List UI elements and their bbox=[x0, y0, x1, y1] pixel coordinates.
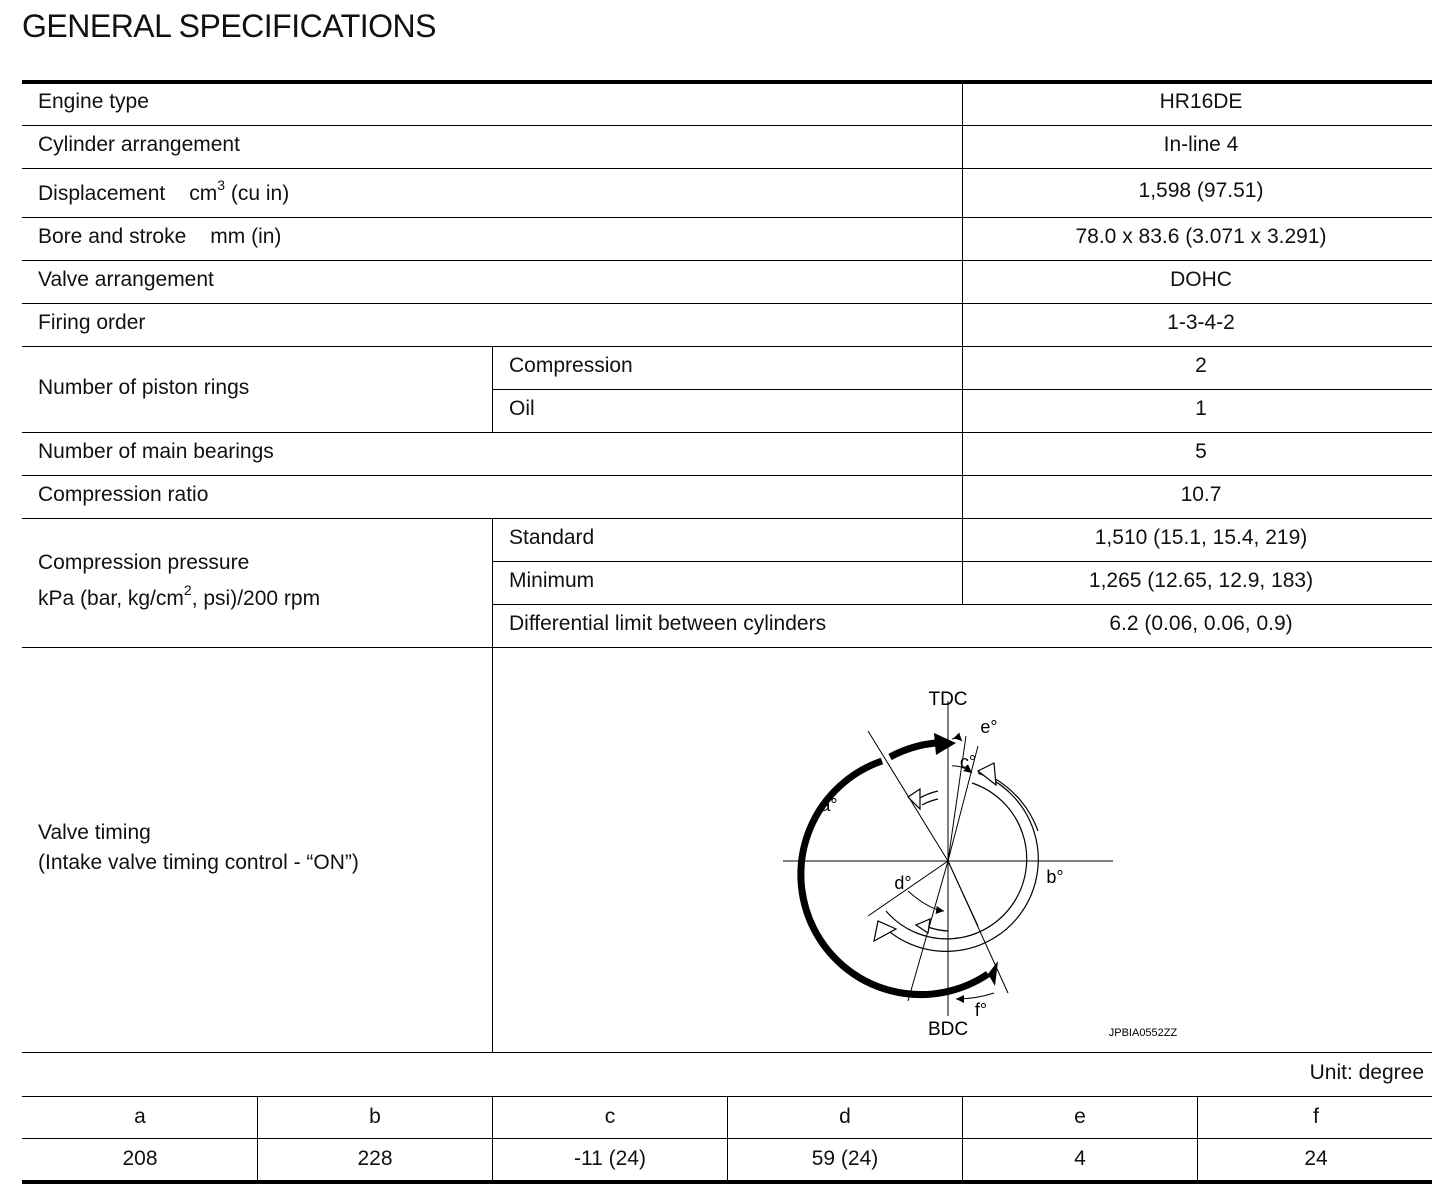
timing-header-b: b bbox=[369, 1105, 381, 1128]
standard-label: Standard bbox=[509, 526, 595, 549]
compression-rings-value: 2 bbox=[1195, 354, 1207, 377]
valve-arrangement-value: DOHC bbox=[1170, 268, 1232, 291]
displacement-label: Displacement $cm^3$ (cu in) bbox=[38, 177, 290, 205]
overlap-arc-outer bbox=[918, 791, 938, 799]
timing-value-c: -11 (24) bbox=[574, 1147, 646, 1170]
bdc-label: BDC bbox=[927, 1019, 969, 1040]
overlap-arc-inner bbox=[922, 799, 938, 805]
timing-header-c: c bbox=[604, 1105, 616, 1128]
timing-value-e: 4 bbox=[1074, 1147, 1086, 1170]
compression-pressure-unit: kPa (bar, $kg/cm^2$, psi)/200 rpm bbox=[38, 582, 321, 610]
angle-f-label: f° bbox=[974, 1000, 988, 1020]
firing-order-value: 1-3-4-2 bbox=[1167, 311, 1235, 334]
angle-f-arrow bbox=[956, 993, 994, 999]
angle-c-label: c° bbox=[959, 752, 977, 772]
timing-line-f bbox=[948, 861, 978, 926]
page-title: GENERAL SPECIFICATIONS bbox=[22, 8, 436, 44]
intake-arc-arrowhead bbox=[988, 961, 998, 986]
angle-e-label: e° bbox=[980, 717, 998, 737]
valve-timing-sublabel: (Intake valve timing control - “ON”) bbox=[38, 851, 359, 874]
differential-limit-label: Differential limit between cylinders bbox=[509, 612, 827, 635]
bottom-arc-inner bbox=[928, 927, 948, 931]
differential-limit-value: 6.2 (0.06, 0.06, 0.9) bbox=[1109, 612, 1293, 635]
displacement-unit: $cm^3$ (cu in) bbox=[189, 177, 290, 205]
engine-type-label: Engine type bbox=[38, 90, 149, 113]
row-divider bbox=[22, 346, 1432, 347]
intake-top-arrowhead bbox=[934, 733, 956, 755]
column-divider bbox=[962, 1096, 963, 1181]
valve-timing-diagram bbox=[493, 648, 1432, 1052]
compression-ratio-value: 10.7 bbox=[1180, 483, 1222, 506]
row-divider bbox=[22, 217, 1432, 218]
row-divider bbox=[22, 303, 1432, 304]
row-divider bbox=[22, 125, 1432, 126]
intake-top-arc bbox=[890, 743, 936, 757]
row-divider bbox=[22, 168, 1432, 169]
column-divider bbox=[1197, 1096, 1198, 1181]
engine-type-value: HR16DE bbox=[1159, 90, 1243, 113]
oil-rings-value: 1 bbox=[1195, 397, 1207, 420]
compression-ratio-label: Compression ratio bbox=[38, 483, 209, 506]
valve-timing-label: Valve timing bbox=[38, 821, 151, 844]
timing-header-d: d bbox=[839, 1105, 851, 1128]
row-divider bbox=[22, 260, 1432, 261]
figure-code: JPBIA0552ZZ bbox=[1108, 1027, 1178, 1039]
valve-arrangement-label: Valve arrangement bbox=[38, 268, 214, 291]
column-divider bbox=[257, 1096, 258, 1181]
minimum-value: 1,265 (12.65, 12.9, 183) bbox=[1088, 569, 1314, 592]
column-divider bbox=[727, 1096, 728, 1181]
minimum-label: Minimum bbox=[509, 569, 595, 592]
column-divider bbox=[962, 84, 963, 605]
unit-note: Unit: degree bbox=[1309, 1061, 1424, 1084]
main-bearings-label: Number of main bearings bbox=[38, 440, 274, 463]
column-divider bbox=[492, 346, 493, 433]
angle-d-label: d° bbox=[894, 873, 912, 893]
timing-header-a: a bbox=[134, 1105, 146, 1128]
timing-value-a: 208 bbox=[122, 1147, 158, 1170]
timing-value-b: 228 bbox=[357, 1147, 393, 1170]
compression-rings-label: Compression bbox=[509, 354, 633, 377]
row-divider bbox=[22, 1052, 1432, 1053]
timing-header-e: e bbox=[1074, 1105, 1086, 1128]
cylinder-arrangement-value: In-line 4 bbox=[1163, 133, 1239, 156]
timing-value-d: 59 (24) bbox=[811, 1147, 879, 1170]
standard-value: 1,510 (15.1, 15.4, 219) bbox=[1094, 526, 1308, 549]
row-divider bbox=[22, 432, 1432, 433]
bore-stroke-unit: mm (in) bbox=[210, 225, 282, 248]
angle-a-label: a° bbox=[820, 795, 838, 815]
bore-stroke-label: Bore and stroke mm (in) bbox=[38, 225, 282, 248]
displacement-value: 1,598 (97.51) bbox=[1138, 179, 1264, 202]
cylinder-arrangement-label: Cylinder arrangement bbox=[38, 133, 240, 156]
oil-rings-label: Oil bbox=[509, 397, 535, 420]
table-top-rule bbox=[22, 80, 1432, 84]
main-bearings-value: 5 bbox=[1195, 440, 1207, 463]
row-divider bbox=[22, 518, 1432, 519]
bore-stroke-value: 78.0 x 83.6 (3.071 x 3.291) bbox=[1075, 225, 1327, 248]
timing-header-f: f bbox=[1313, 1105, 1319, 1128]
exhaust-arc-arrowhead bbox=[874, 921, 896, 941]
bottom-arrowhead bbox=[916, 919, 930, 933]
firing-order-label: Firing order bbox=[38, 311, 146, 334]
row-divider bbox=[22, 475, 1432, 476]
timing-value-f: 24 bbox=[1304, 1147, 1328, 1170]
compression-pressure-label: Compression pressure bbox=[38, 551, 250, 574]
angle-b-label: b° bbox=[1046, 867, 1064, 887]
column-divider bbox=[492, 1096, 493, 1181]
tdc-label: TDC bbox=[928, 689, 968, 710]
piston-rings-label: Number of piston rings bbox=[38, 376, 250, 399]
angle-e-arrow bbox=[952, 738, 962, 741]
